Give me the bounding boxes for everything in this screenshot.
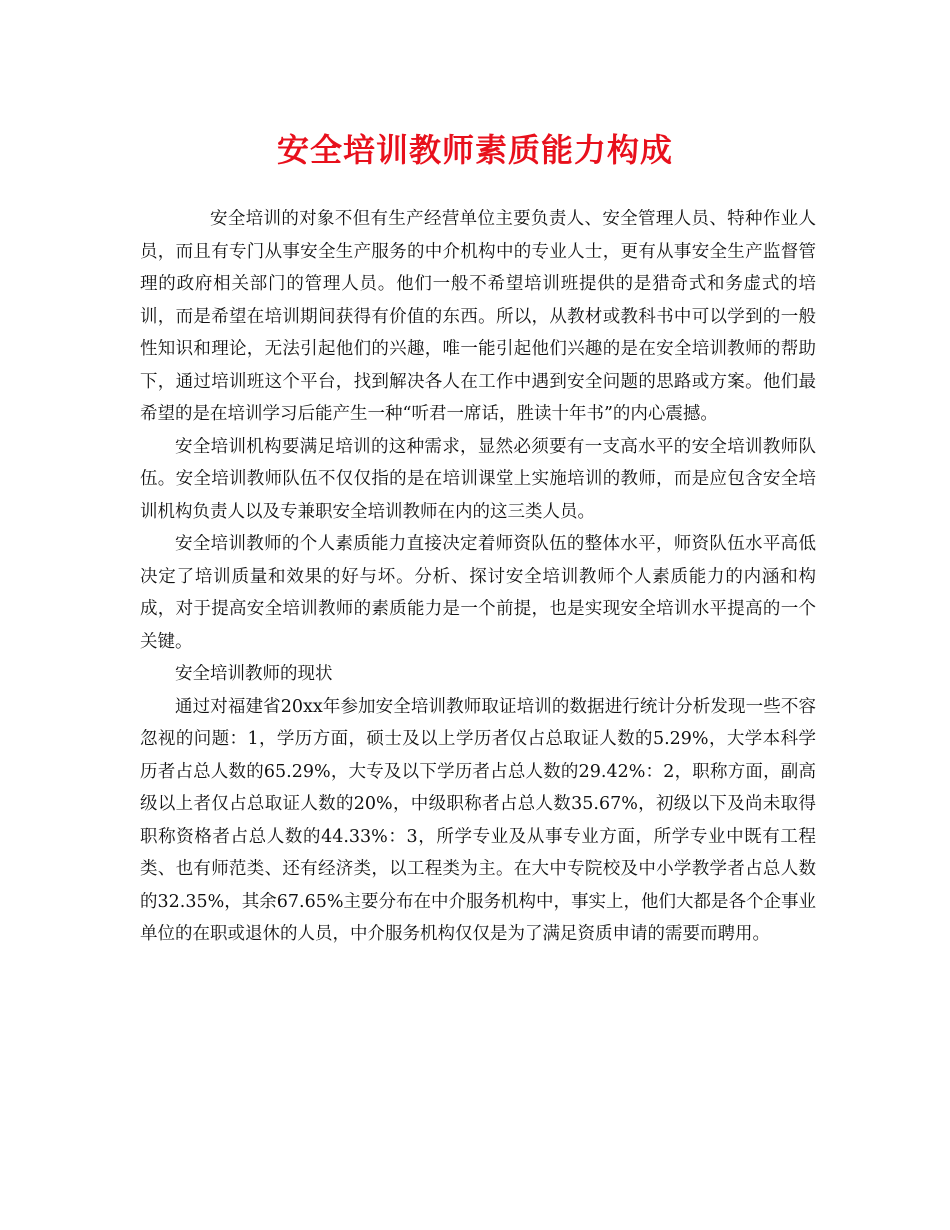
document-body [140,203,816,951]
paragraph-quality: 安全培训教师的个人素质能力直接决定着师资队伍的整体水平，师资队伍水平高低决定了培训质量和效果的好与坏。分析、探讨安全培训教师个人素质能力的内涵和构成，对于提高安全培训教师的素质能力是一个前提，也是实现安全培训水平提高的一个关键。 [140,534,816,652]
section-heading-status: 安全培训教师的现状 [175,664,333,684]
page-title: 安全培训教师素质能力构成 [276,131,673,169]
paragraph-requirements: 安全培训机构要满足培训的这种需求，显然必须要有一支高水平的安全培训教师队伍。安全培训教师队伍不仅仅指的是在培训课堂上实施培训的教师，而是应包含安全培训机构负责人以及专兼职安全培训教师在内的这三类人员。 [140,436,816,522]
paragraph-intro: 安全培训的对象不但有生产经营单位主要负责人、安全管理人员、特种作业人员，而且有专门从事安全生产服务的中介机构中的专业人士，更有从事安全生产监督管理的政府相关部门的管理人员。他们一般不希望培训班提供的是猎奇式和务虚式的培训，而是希望在培训期间获得有价值的东西。所以，从教材或教科书中可以学到的一般性知识和理论，无法引起他们的兴趣，唯一能引起他们兴趣的是在安全培训教师的帮助下，通过培训班这个平台，找到解决各人在工作中遇到安全问题的思路或方案。他们最希望的是在培训学习后能产生一种“听君一席话，胜读十年书”的内心震撼。 [140,209,816,424]
paragraph-statistics: 通过对福建省20xx年参加安全培训教师取证培训的数据进行统计分析发现一些不容忽视的问题：1，学历方面，硕士及以上学历者仅占总取证人数的5.29%，大学本科学历者占总人数的65.29%，大专及以下学历者占总人数的29.42%：2，职称方面，副高级以上者仅占总取证人数的20%，中级职称者占总人数35.67%，初级以下及尚未取得职称资格者占总人数的44.33%：3，所学专业及从事专业方面，所学专业中既有工程类、也有师范类、还有经济类，以工程类为主。在大中专院校及中小学教学者占总人数的32.35%，其余67.65%主要分布在中介服务机构中，事实上，他们大都是各个企事业单位的在职或退休的人员，中介服务机构仅仅是为了满足资质申请的需要而聘用。 [140,696,816,944]
